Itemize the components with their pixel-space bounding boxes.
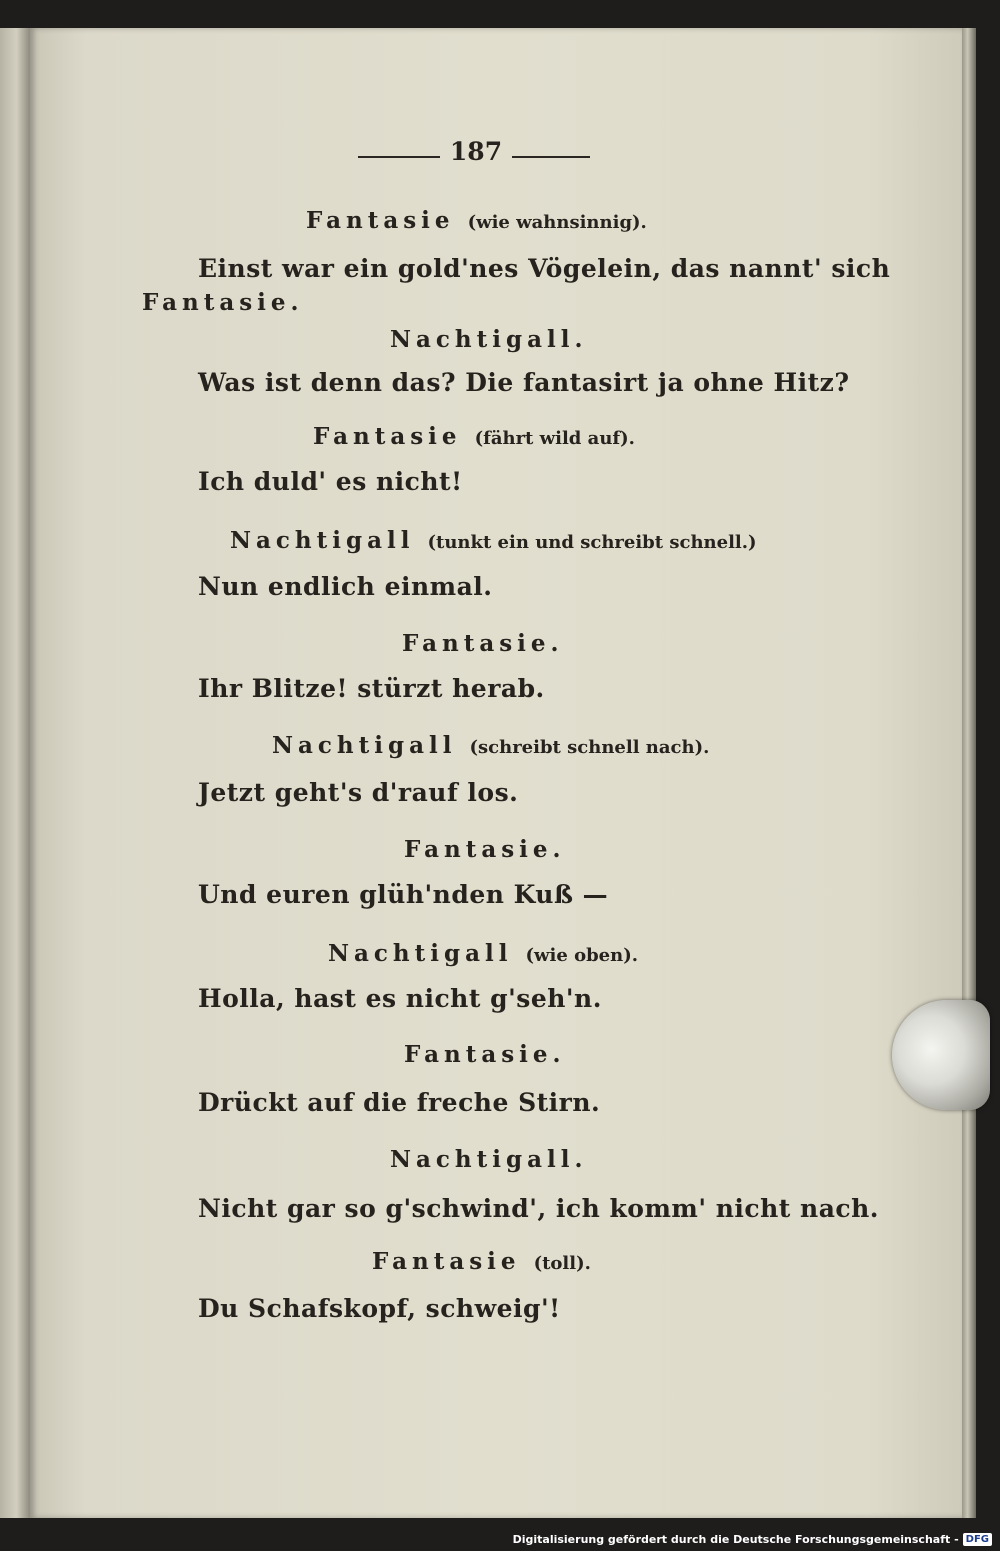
speech-line: Was ist denn das? Die fantasirt ja ohne Hitz? [198,368,850,397]
speaker-line [313,423,635,450]
speaker-line [306,207,647,234]
speaker-line [402,630,564,657]
header-rule-left [358,156,440,158]
speech-line: Und euren glüh'nden Kuß — [198,880,609,909]
footer-credit [513,1530,992,1548]
header-rule-right [512,156,590,158]
stage-direction: (wie wahnsinnig). [467,212,647,233]
speaker-name: Nachtigall. [390,1146,588,1173]
stage-direction: (toll). [533,1253,591,1274]
speaker-line [328,940,638,967]
speech-line: Fantasie. [142,289,304,316]
speech-line: Drückt auf die freche Stirn. [198,1088,601,1117]
stage-direction: (tunkt ein und schreibt schnell.) [427,532,757,553]
speaker-name: Fantasie [372,1248,521,1275]
footer-text: Digitalisierung gefördert durch die Deutsche Forschungsgemeinschaft - [512,1532,959,1546]
speaker-line [390,1146,587,1173]
speaker-name: Fantasie. [402,630,564,657]
speaker-name: Nachtigall [328,940,513,967]
speech-line: Nun endlich einmal. [198,572,493,601]
page-edge [962,28,976,1518]
stage-direction: (fährt wild auf). [474,428,635,449]
previous-page-edge [0,28,30,1518]
speaker-line [390,326,587,353]
speaker-name: Nachtigall [230,527,415,554]
speech-line: Du Schafskopf, schweig'! [198,1294,561,1323]
speech-line: Nicht gar so g'schwind', ich komm' nicht nach. [198,1194,880,1223]
page-header [0,137,1000,177]
dfg-logo: DFG [963,1533,992,1546]
stage-direction: (schreibt schnell nach). [469,737,710,758]
speaker-name: Nachtigall. [390,326,588,353]
speech-line: Ihr Blitze! stürzt herab. [198,674,545,703]
speaker-line [230,527,757,554]
speaker-line [372,1248,591,1275]
speaker-line [404,836,566,863]
speaker-name: Fantasie. [404,1041,566,1068]
speech-line: Jetzt geht's d'rauf los. [198,778,519,807]
speaker-name: Fantasie [313,423,462,450]
speech-line: Einst war ein gold'nes Vögelein, das nannt' sich [198,254,891,283]
speech-line: Ich duld' es nicht! [198,467,463,496]
speaker-name: Fantasie. [404,836,566,863]
speech-line: Holla, hast es nicht g'seh'n. [198,984,602,1013]
speaker-line [272,732,709,759]
stage-direction: (wie oben). [525,945,638,966]
speaker-name: Nachtigall [272,732,457,759]
page-number: 187 [449,137,503,166]
speaker-name: Fantasie [306,207,455,234]
speaker-line [404,1041,566,1068]
